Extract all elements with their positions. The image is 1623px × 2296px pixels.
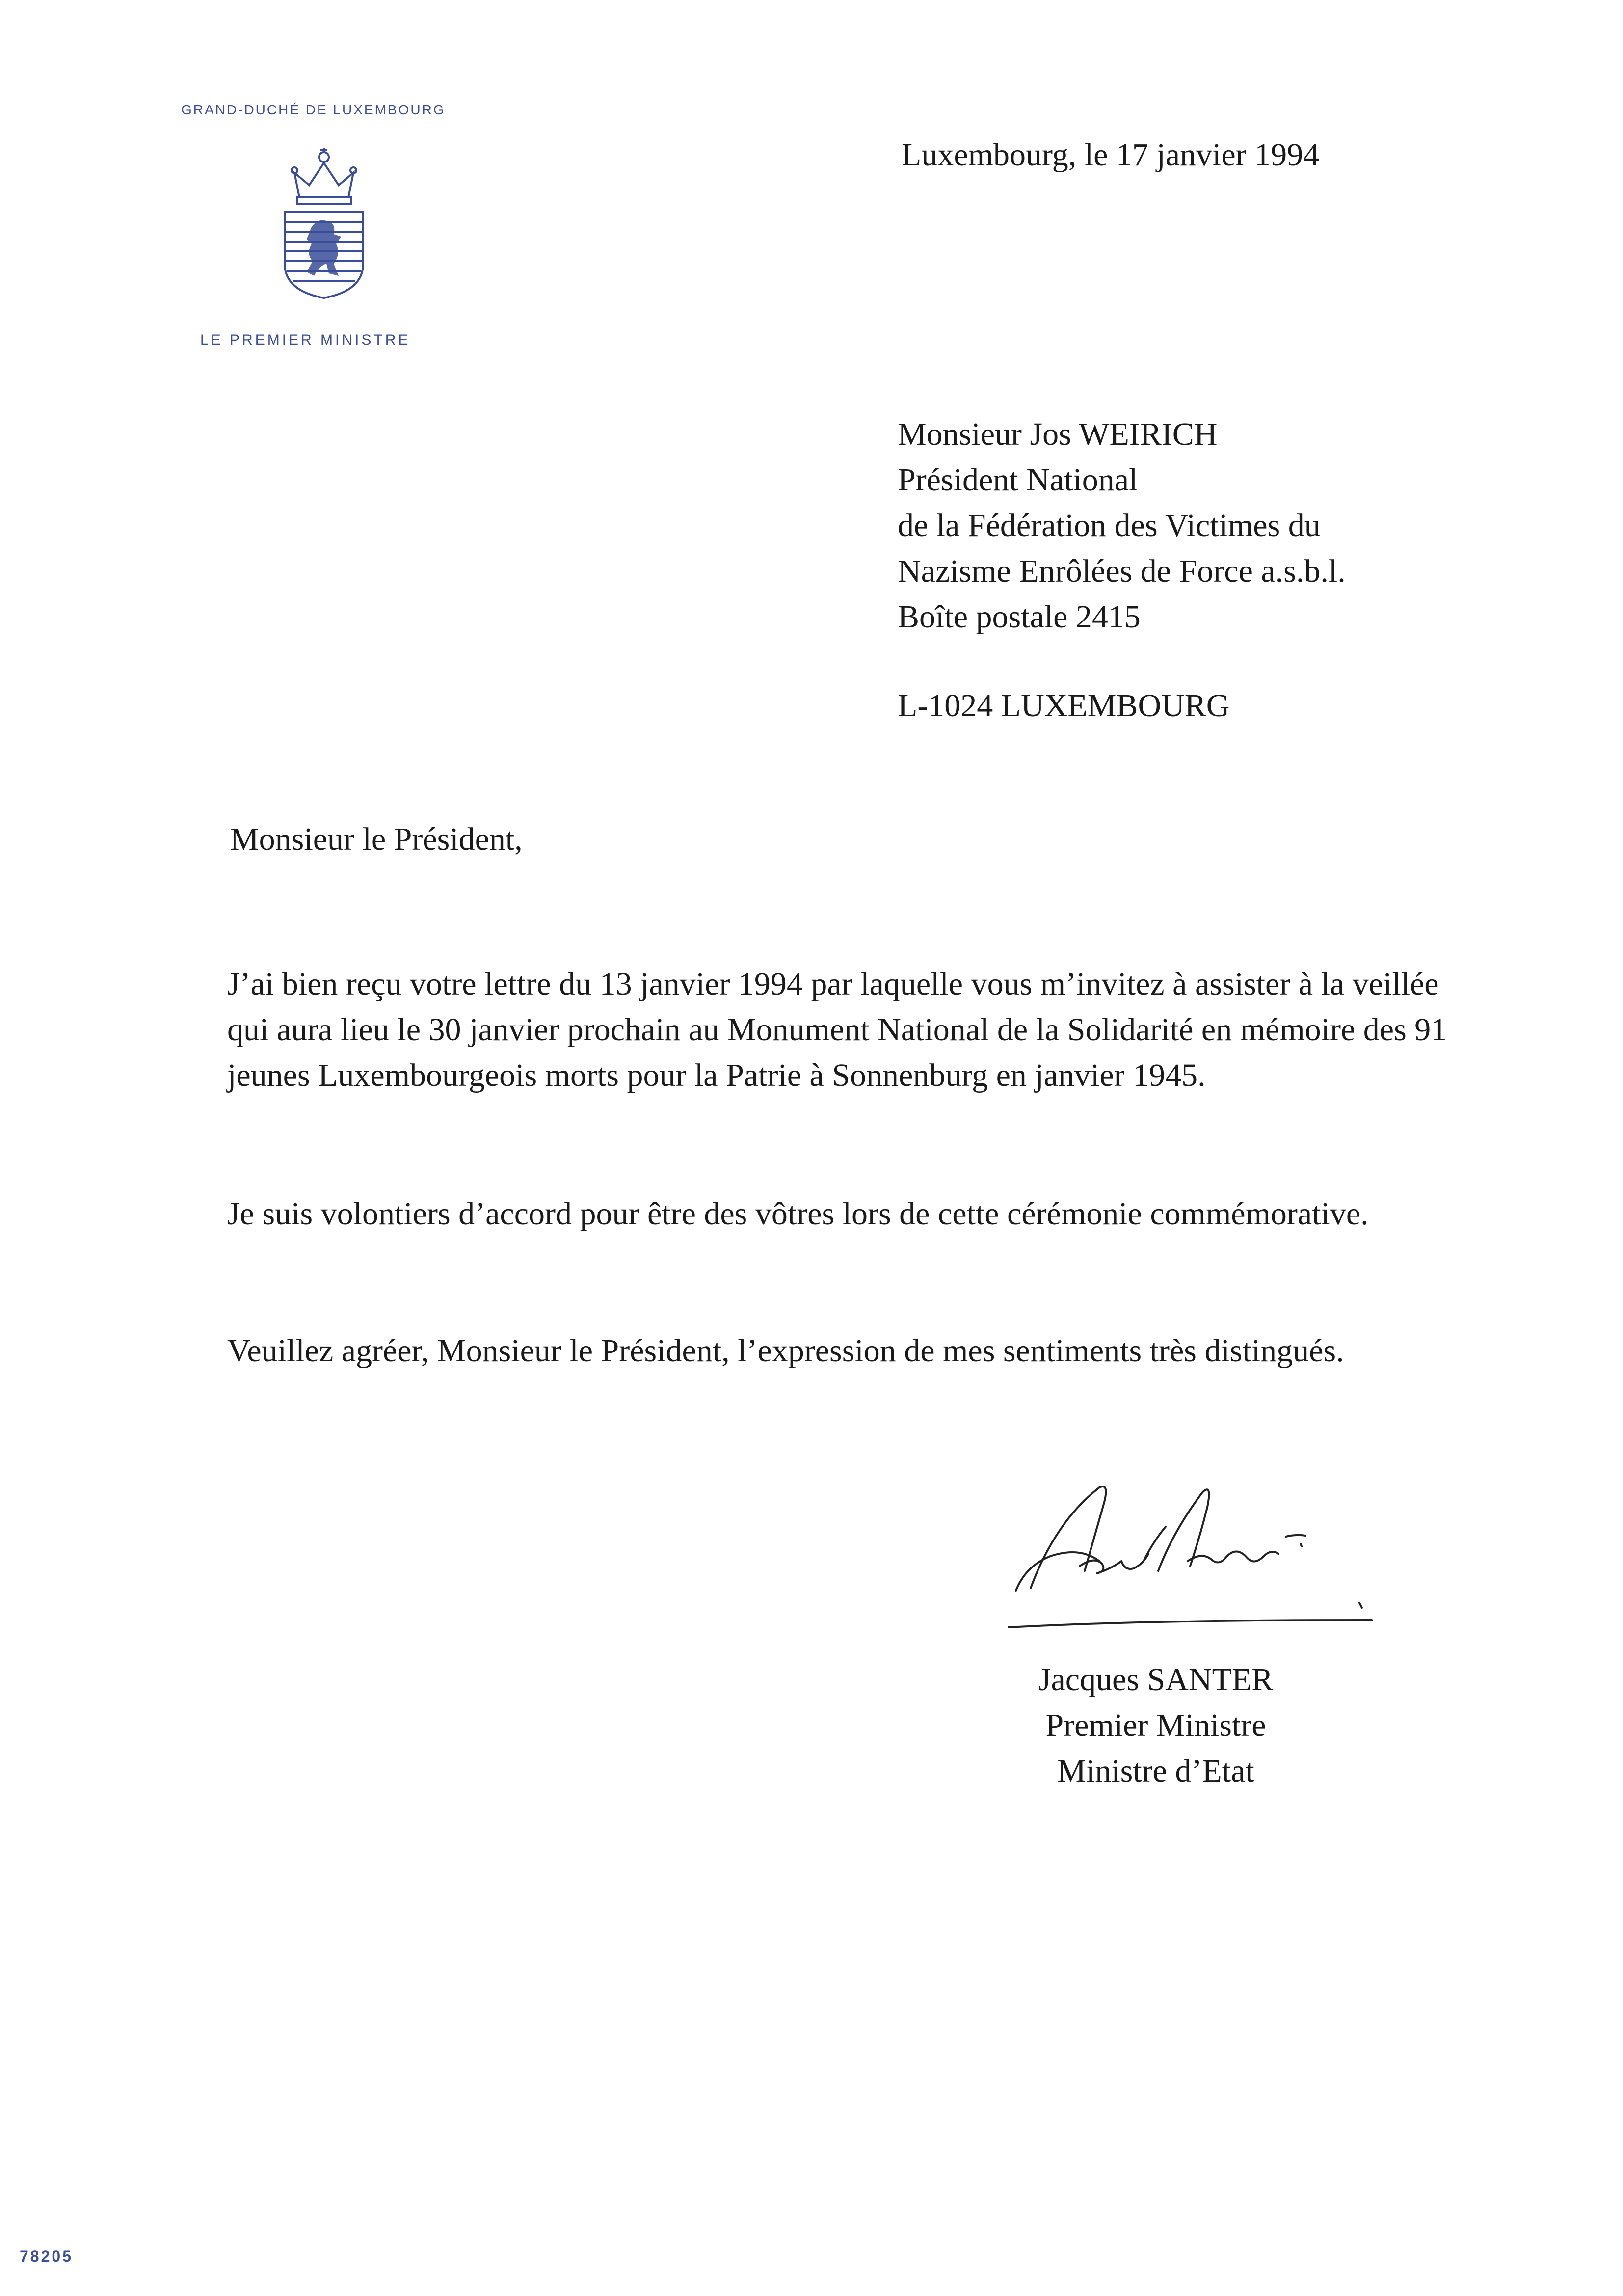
letter-date: Luxembourg, le 17 janvier 1994 (902, 137, 1320, 173)
body-paragraph: Veuillez agréer, Monsieur le Président, l’expression de mes sentiments très distingués. (227, 1333, 1344, 1369)
reference-number: 78205 (20, 2247, 73, 2265)
signatory-role: Ministre d’Etat (1057, 1753, 1254, 1789)
signatory-title: Premier Ministre (1045, 1707, 1266, 1743)
recipient-address (898, 411, 1346, 640)
signatory-name: Jacques SANTER (1038, 1662, 1274, 1698)
letterhead-country: GRAND-DUCHÉ DE LUXEMBOURG (181, 102, 446, 117)
handwritten-signature (996, 1473, 1374, 1635)
recipient-city: L-1024 LUXEMBOURG (898, 688, 1230, 724)
signatory-block (1001, 1657, 1310, 1794)
recipient-line: Boîte postale 2415 (898, 599, 1141, 635)
recipient-line: Nazisme Enrôlées de Force a.s.b.l. (898, 553, 1346, 589)
coat-of-arms-icon (272, 143, 375, 300)
letterhead-office: LE PREMIER MINISTRE (200, 332, 411, 348)
body-paragraph: Je suis volontiers d’accord pour être des vôtres lors de cette cérémonie commémorative. (227, 1196, 1369, 1232)
salutation: Monsieur le Président, (230, 821, 523, 857)
recipient-line: de la Fédération des Victimes du (898, 508, 1321, 543)
body-paragraph: J’ai bien reçu votre lettre du 13 janvier 1994 par laquelle vous m’invitez à assister à la veillée qui aura lieu le 30 janvier prochain au Monument National de la Solidarité en mémoire des 91 jeunes Luxembourgeois morts pour la Patrie à Sonnenburg en janvier 1945. (227, 966, 1447, 1093)
recipient-line: Monsieur Jos WEIRICH (898, 416, 1218, 452)
recipient-line: Président National (898, 462, 1138, 498)
